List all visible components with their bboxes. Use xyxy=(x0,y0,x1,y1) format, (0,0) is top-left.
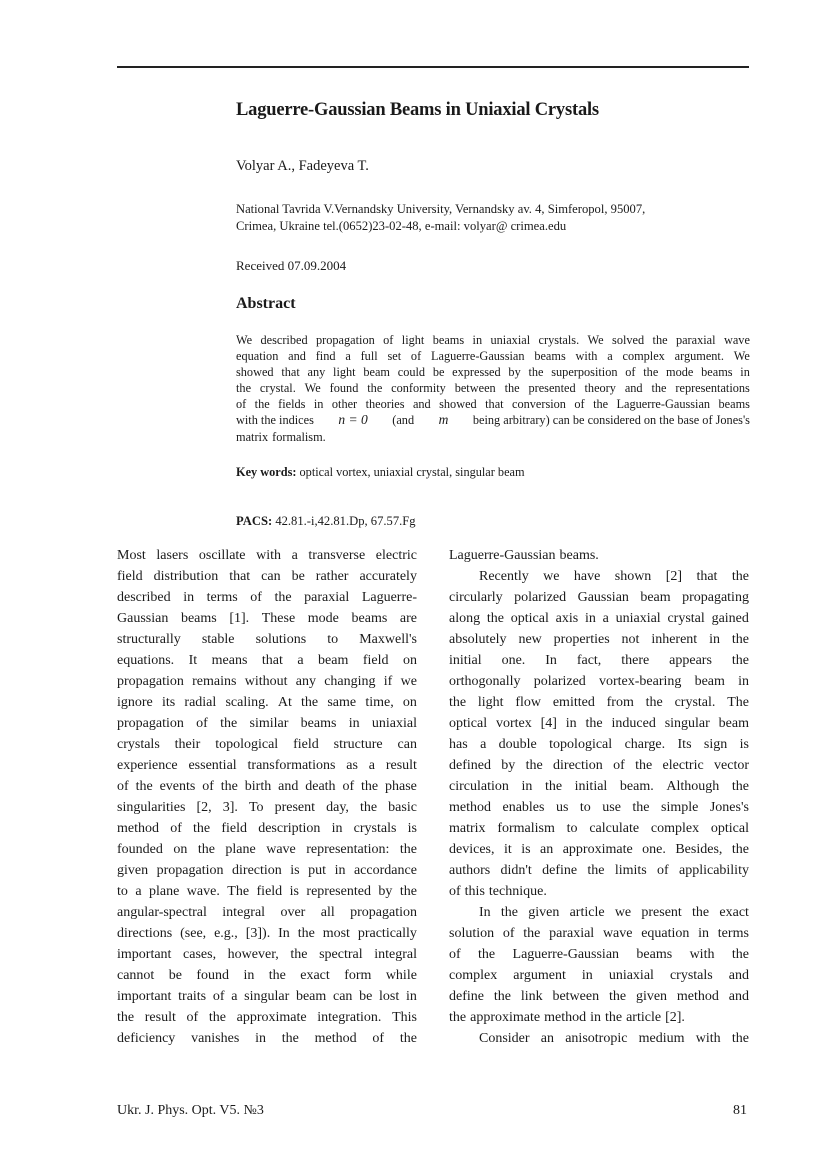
body-text-line: propagation remains without any changing if we xyxy=(117,674,417,689)
body-text-line: Most lasers oscillate with a transverse electric xyxy=(117,548,417,563)
body-text-line: define the link between the given method and xyxy=(449,989,749,1004)
body-text-line: deficiency vanishes in the method of the xyxy=(117,1031,417,1046)
body-text-line: important traits of a singular beam can be lost in xyxy=(117,989,417,1004)
body-text-line: the light flow emitted from the crystal. The xyxy=(449,695,749,710)
body-text-line: the result of the approximate integration. This xyxy=(117,1010,417,1025)
math-m: m xyxy=(438,412,449,428)
body-text-line: circulation in the initial beam. Although the xyxy=(449,779,749,794)
body-text-line: Consider an anisotropic medium with the xyxy=(479,1031,749,1046)
authors: Volyar A., Fadeyeva T. xyxy=(236,158,369,174)
body-text-line: Recently we have shown [2] that the xyxy=(479,569,749,584)
body-column-left xyxy=(117,545,417,1049)
body-text-line: initial one. In fact, there appears the xyxy=(449,653,749,668)
abstract-line: matrix formalism. xyxy=(236,429,326,444)
pacs-text: 42.81.-i,42.81.Dp, 67.57.Fg xyxy=(275,514,416,528)
body-text-line: directions (see, e.g., [3]). In the most practically xyxy=(117,926,417,941)
abstract-fragment: with the indices xyxy=(236,413,314,428)
body-text-line: devices, it is an approximate one. Besides, the xyxy=(449,842,749,857)
body-text-line: authors didn't define the limits of applicability xyxy=(449,863,749,878)
body-text-line: the approximate method in the article [2]. xyxy=(449,1010,685,1025)
body-text-line: of the events of the birth and death of the phase xyxy=(117,779,417,794)
abstract-fragment: (and xyxy=(392,413,415,428)
abstract-heading: Abstract xyxy=(236,295,296,312)
body-text-line: along the optical axis in a uniaxial crystal gained xyxy=(449,611,749,626)
body-text-line: Gaussian beams [1]. These mode beams are xyxy=(117,611,417,626)
abstract-text xyxy=(236,332,750,445)
body-text-line: Laguerre-Gaussian beams. xyxy=(449,548,599,563)
header-rule xyxy=(117,66,749,68)
body-column-right xyxy=(449,545,749,1049)
body-text-line: experience essential transformations as a result xyxy=(117,758,417,773)
keywords xyxy=(236,465,525,480)
page-number: 81 xyxy=(733,1103,747,1118)
body-text-line: optical vortex [4] in the induced singular beam xyxy=(449,716,749,731)
body-text-line: defined by the direction of the electric vector xyxy=(449,758,749,773)
body-text-line: important cases, however, the spectral integral xyxy=(117,947,417,962)
body-text-line: founded on the plane wave representation: the xyxy=(117,842,417,857)
body-text-line: absolutely new properties not inherent in the xyxy=(449,632,749,647)
body-text-line: singularities [2, 3]. To present day, the basic xyxy=(117,800,417,815)
abstract-line: equation and find a full set of Laguerre-Gaussian beams with a complex argument. We xyxy=(236,349,750,364)
pacs-label: PACS: xyxy=(236,514,273,528)
affiliation xyxy=(236,201,645,235)
body-text-line: matrix formalism to calculate complex optical xyxy=(449,821,749,836)
body-text-line: to a plane wave. The field is represented by the xyxy=(117,884,417,899)
abstract-line: We described propagation of light beams in uniaxial crystals. We solved the paraxial wave xyxy=(236,333,750,347)
affiliation-line: Crimea, Ukraine tel.(0652)23-02-48, e-mail: volyar@ crimea.edu xyxy=(236,219,567,233)
body-text-line: solution of the paraxial wave equation in terms xyxy=(449,926,749,941)
body-text-line: In the given article we present the exact xyxy=(479,905,749,920)
body-text-line: has a double topological charge. Its sign is xyxy=(449,737,749,752)
body-text-line: method enables us to use the simple Jones's xyxy=(449,800,749,815)
body-text-line: propagation of the similar beams in uniaxial xyxy=(117,716,417,731)
received-date: Received 07.09.2004 xyxy=(236,258,347,273)
body-text-line: described in terms of the paraxial Laguerre- xyxy=(117,590,417,605)
abstract-line: showed that any light beam could be expressed by the superposition of the mode beams in xyxy=(236,365,750,380)
journal-footer: Ukr. J. Phys. Opt. V5. №3 xyxy=(117,1103,264,1118)
body-text-line: circularly polarized Gaussian beam propagating xyxy=(449,590,749,605)
body-text-line: crystals their topological field structure can xyxy=(117,737,417,752)
affiliation-line: National Tavrida V.Vernandsky University, Vernandsky av. 4, Simferopol, 95007, xyxy=(236,202,646,216)
body-text-line: orthogonally polarized vortex-bearing beam in xyxy=(449,674,749,689)
body-text-line: structurally stable solutions to Maxwell's xyxy=(117,632,417,647)
math-n-equals-zero: n = 0 xyxy=(338,412,368,428)
body-text-line: of this technique. xyxy=(449,884,547,899)
body-text-line: angular-spectral integral over all propagation xyxy=(117,905,417,920)
paper-title: Laguerre-Gaussian Beams in Uniaxial Crystals xyxy=(236,100,599,120)
abstract-fragment: being arbitrary) can be considered on the base of Jones's xyxy=(472,413,750,428)
body-text-line: cannot be found in the exact form while xyxy=(117,968,417,983)
body-text-line: field distribution that can be rather accurately xyxy=(117,569,417,584)
pacs xyxy=(236,514,416,529)
abstract-line: of the fields in other theories and showed that conversion of the Laguerre-Gaussian beams xyxy=(236,397,750,412)
body-text-line: equations. It means that a beam field on xyxy=(117,653,417,668)
keywords-text: optical vortex, uniaxial crystal, singular beam xyxy=(299,465,525,479)
keywords-label: Key words: xyxy=(236,465,297,479)
abstract-line-math xyxy=(236,412,750,428)
body-text-line: ignore its radial scaling. At the same time, on xyxy=(117,695,417,710)
abstract-line: the crystal. We found the conformity between the presented theory and the representations xyxy=(236,381,750,396)
body-text-line: complex argument in uniaxial crystals and xyxy=(449,968,749,983)
body-text-line: of the Laguerre-Gaussian beams with the xyxy=(449,947,749,962)
body-text-line: method of the field description in crystals is xyxy=(117,821,417,836)
body-text-line: given propagation direction is put in accordance xyxy=(117,863,417,878)
